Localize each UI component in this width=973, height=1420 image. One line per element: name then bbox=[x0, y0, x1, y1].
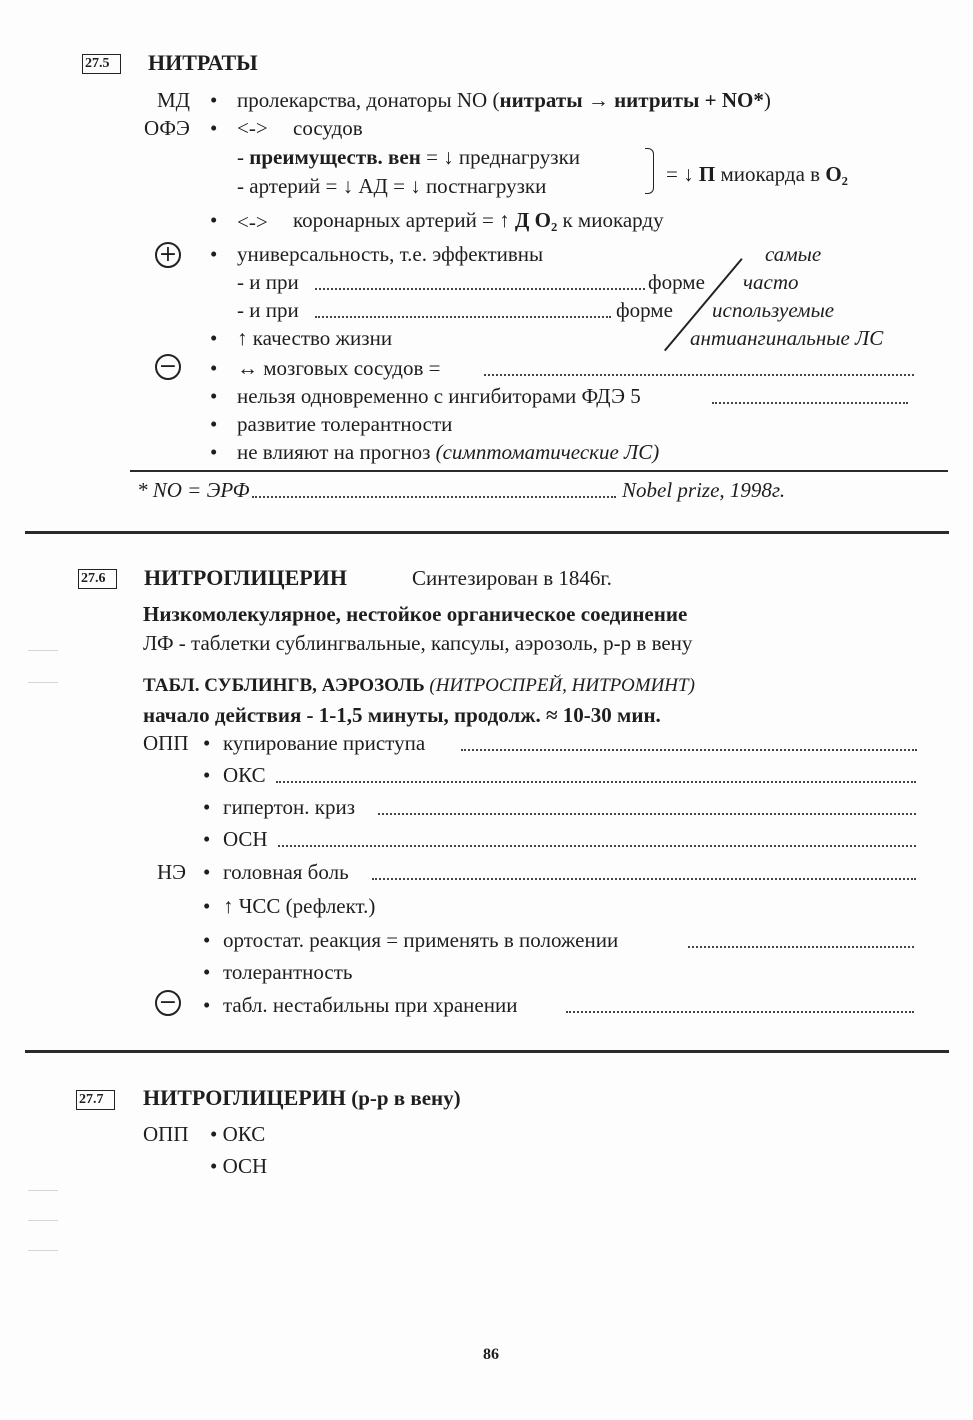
blank-line bbox=[372, 878, 916, 880]
section-title: НИТРОГЛИЦЕРИН bbox=[144, 565, 347, 590]
bullet: • bbox=[210, 412, 218, 436]
opp-item-1: купирование приступа bbox=[223, 731, 426, 755]
section-number: 27.5 bbox=[82, 54, 121, 74]
side-note-2: часто bbox=[743, 270, 799, 294]
footnote-start: * NO = ЭРФ bbox=[137, 478, 250, 502]
footnote-divider bbox=[130, 470, 948, 472]
blank-line bbox=[276, 781, 916, 783]
ofe-line1: сосудов bbox=[293, 116, 363, 140]
scan-mark bbox=[28, 1220, 58, 1221]
bullet: • bbox=[203, 795, 211, 819]
bullet: • bbox=[203, 928, 211, 952]
blank-line bbox=[484, 374, 914, 376]
blank-line bbox=[252, 496, 616, 498]
footnote-end: Nobel prize, 1998г. bbox=[622, 478, 786, 502]
dosage-forms-line: ЛФ - таблетки сублингвальные, капсулы, аэрозоль, р-р в вену bbox=[143, 631, 693, 655]
ofe-sub2: - артерий = ↓ АД = ↓ постнагрузки bbox=[237, 174, 547, 198]
opp-item-1: • ОКС bbox=[210, 1122, 266, 1146]
opp-item-2: ОКС bbox=[223, 763, 266, 787]
minus-item-2: нельзя одновременно с ингибиторами ФДЭ 5 bbox=[237, 384, 641, 408]
section-divider bbox=[25, 1050, 949, 1053]
md-text: пролекарства, донаторы NO (нитраты → нитриты + NO*) bbox=[237, 88, 771, 112]
bullet: • bbox=[203, 731, 211, 755]
minus-item-4: не влияют на прогноз (симптоматические ЛС) bbox=[237, 440, 660, 464]
blank-line bbox=[712, 402, 908, 404]
bullet: • bbox=[203, 993, 211, 1017]
scan-mark bbox=[28, 682, 58, 683]
minus-icon: − bbox=[155, 354, 181, 380]
vasodilation-icon: <-> bbox=[237, 210, 268, 234]
bullet: • bbox=[210, 116, 218, 140]
plus-icon: + bbox=[155, 242, 181, 268]
minus-item-1: ↔ мозговых сосудов = bbox=[237, 356, 441, 380]
ofe-line3: коронарных артерий = ↑ Д O₂ к миокарду bbox=[293, 208, 664, 232]
plus-item-4: ↑ качество жизни bbox=[237, 326, 393, 350]
side-note-1: самые bbox=[765, 242, 822, 266]
bullet: • bbox=[203, 860, 211, 884]
bullet: • bbox=[203, 763, 211, 787]
bullet: • bbox=[210, 88, 218, 112]
section-number: 27.6 bbox=[78, 569, 117, 589]
minus-icon: − bbox=[155, 990, 181, 1016]
ofe-label: ОФЭ bbox=[144, 116, 190, 140]
md-label: МД bbox=[157, 88, 190, 112]
blank-line bbox=[315, 316, 611, 318]
plus-item-3-end: форме bbox=[616, 298, 673, 322]
blank-line bbox=[566, 1011, 914, 1013]
side-note-3: используемые bbox=[712, 298, 835, 322]
minus-item-1: табл. нестабильны при хранении bbox=[223, 993, 518, 1017]
bullet: • bbox=[203, 960, 211, 984]
section-subtitle: Синтезирован в 1846г. bbox=[412, 566, 612, 590]
blank-line bbox=[378, 813, 916, 815]
minus-item-3: развитие толерантности bbox=[237, 412, 453, 436]
blank-line bbox=[315, 288, 645, 290]
section-number: 27.7 bbox=[76, 1090, 115, 1110]
plus-item-2-end: форме bbox=[648, 270, 705, 294]
opp-item-3: гипертон. криз bbox=[223, 795, 356, 819]
plus-item-1: универсальность, т.е. эффективны bbox=[237, 242, 544, 266]
ne-item-2: ↑ ЧСС (рефлект.) bbox=[223, 894, 376, 918]
bullet: • bbox=[210, 208, 218, 232]
brace-result: = ↓ П миокарда в O₂ bbox=[666, 162, 848, 186]
ne-item-3: ортостат. реакция = применять в положении bbox=[223, 928, 619, 952]
page-number: 86 bbox=[483, 1346, 499, 1363]
bullet: • bbox=[210, 356, 218, 380]
ofe-sub1: - преимуществ. вен = ↓ преднагрузки bbox=[237, 145, 581, 169]
bullet: • bbox=[210, 384, 218, 408]
section-title: НИТРОГЛИЦЕРИН (р-р в вену) bbox=[143, 1085, 461, 1110]
brace bbox=[645, 148, 654, 194]
section-divider bbox=[25, 531, 949, 534]
opp-item-4: ОСН bbox=[223, 827, 268, 851]
blank-line bbox=[461, 749, 917, 751]
plus-item-3-start: - и при bbox=[237, 298, 299, 322]
bullet: • bbox=[203, 894, 211, 918]
opp-label: ОПП bbox=[143, 731, 189, 755]
description-line: Низкомолекулярное, нестойкое органическое соединение bbox=[143, 602, 688, 626]
side-note-4: антиангинальные ЛС bbox=[690, 326, 884, 350]
ne-item-4: толерантность bbox=[223, 960, 353, 984]
bullet: • bbox=[210, 440, 218, 464]
blank-line bbox=[688, 946, 914, 948]
ne-label: НЭ bbox=[157, 860, 187, 884]
blank-line bbox=[278, 845, 916, 847]
opp-item-2: • ОСН bbox=[210, 1154, 268, 1178]
scan-mark bbox=[28, 1250, 58, 1251]
vasodilation-icon: <-> bbox=[237, 116, 268, 140]
tablet-heading: ТАБЛ. СУБЛИНГВ, АЭРОЗОЛЬ (НИТРОСПРЕЙ, НИТРОМИНТ) bbox=[143, 675, 695, 696]
bullet: • bbox=[203, 827, 211, 851]
opp-label: ОПП bbox=[143, 1122, 189, 1146]
bullet: • bbox=[210, 326, 218, 350]
bullet: • bbox=[210, 242, 218, 266]
scan-mark bbox=[28, 1190, 58, 1191]
onset-line: начало действия - 1-1,5 минуты, продолж. ≈ 10-30 мин. bbox=[143, 703, 661, 727]
scan-mark bbox=[28, 650, 58, 651]
plus-item-2-start: - и при bbox=[237, 270, 299, 294]
ne-item-1: головная боль bbox=[223, 860, 349, 884]
section-title: НИТРАТЫ bbox=[148, 50, 258, 75]
